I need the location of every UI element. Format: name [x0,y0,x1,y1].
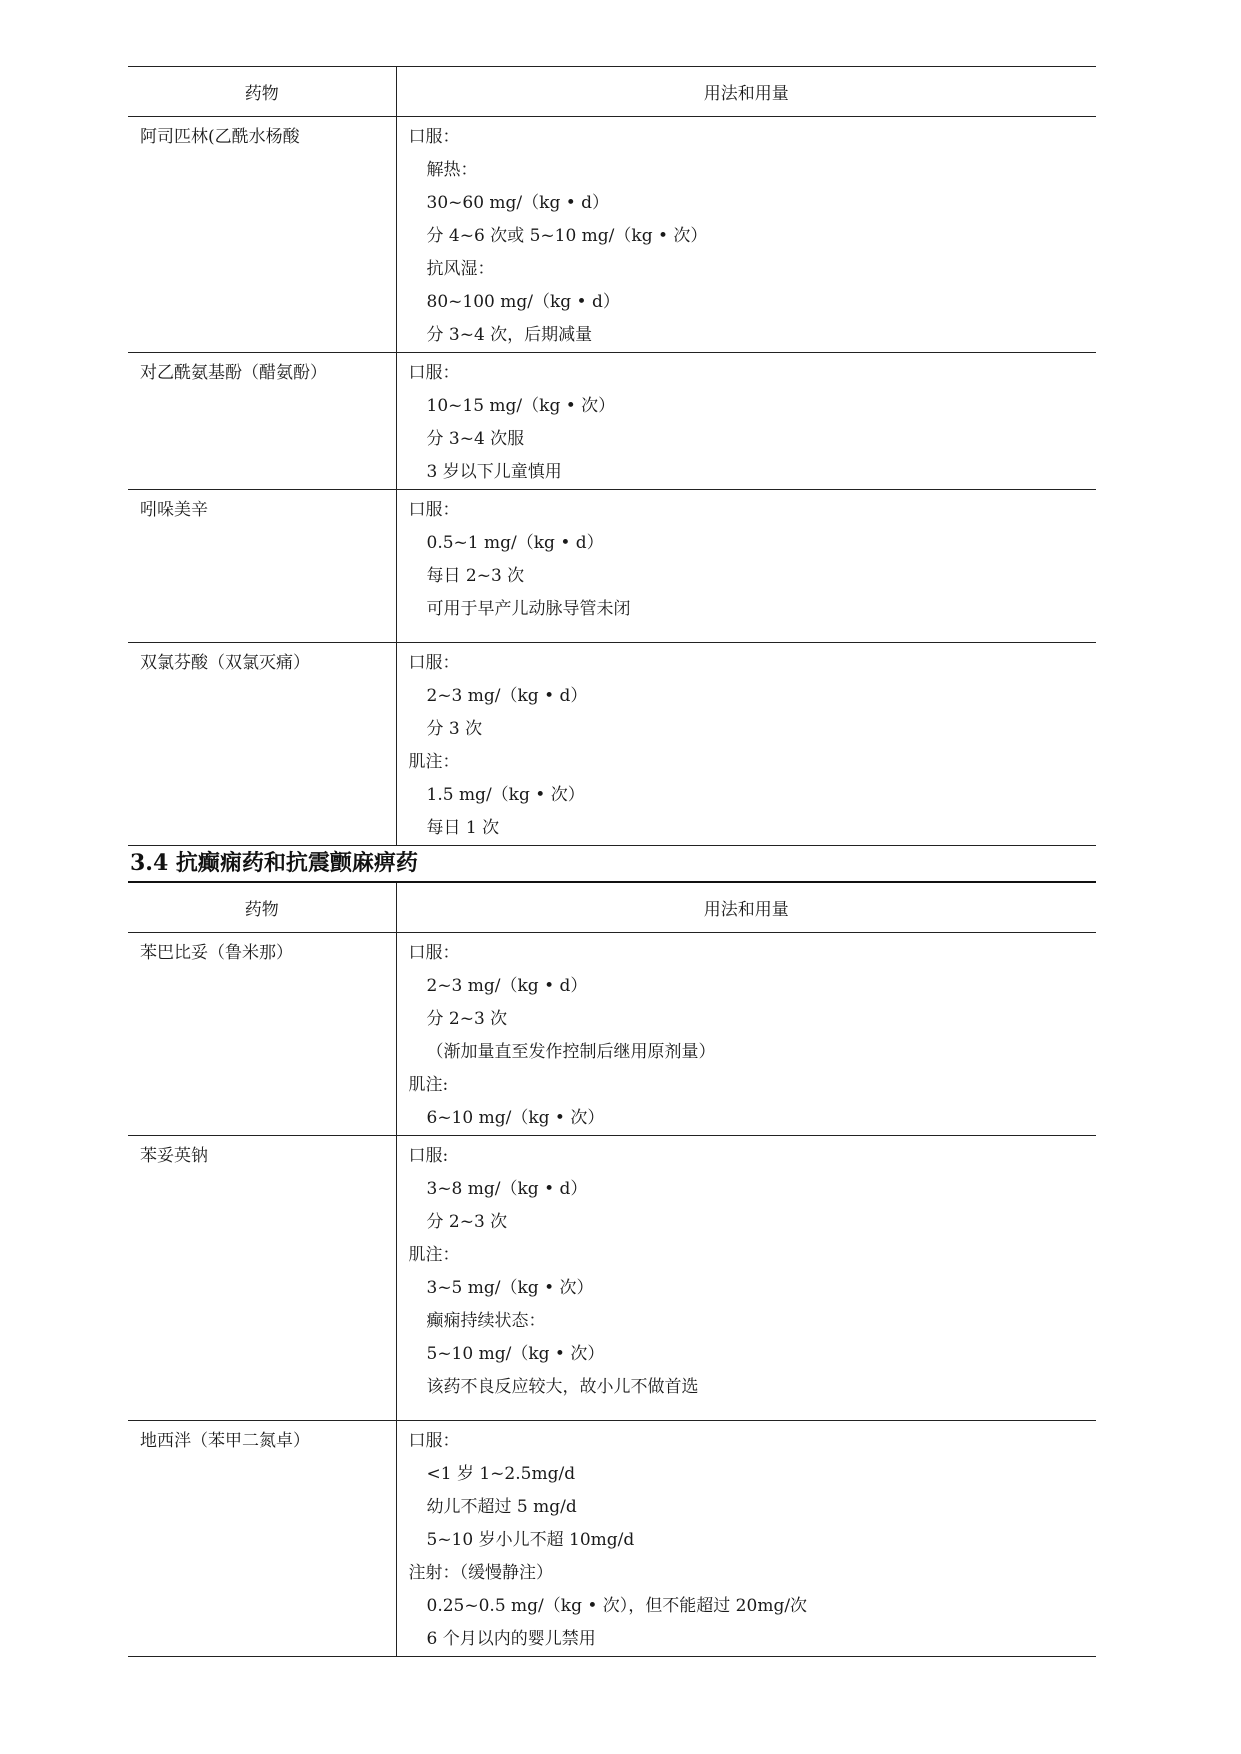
usage-line: 6 个月以内的婴儿禁用 [426,1629,596,1649]
usage-line: 每日 2~3 次 [426,566,525,586]
document-page [128,66,1096,1657]
usage-line: 3~5 mg/（kg • 次） [426,1278,594,1298]
usage-line: 3 岁以下儿童慎用 [426,462,562,482]
drug-name: 阿司匹林(乙酰水杨酸 [140,127,300,147]
usage-line: 1.5 mg/（kg • 次） [426,785,585,805]
usage-cell [396,353,1096,490]
analgesic-drug-table [128,66,1096,846]
usage-cell [396,490,1096,643]
usage-line: 0.25~0.5 mg/（kg • 次），但不能超过 20mg/次 [426,1596,808,1616]
usage-line: （渐加量直至发作控制后继用原剂量） [426,1042,716,1062]
usage-column-header: 用法和用量 [396,882,1096,933]
table-row [128,1421,1096,1657]
usage-line: 癫痫持续状态： [426,1311,546,1331]
usage-line: 分 4~6 次或 5~10 mg/（kg • 次） [426,226,708,246]
usage-line: 5~10 岁小儿不超 10mg/d [426,1530,635,1550]
drug-name-cell [128,490,396,643]
drug-column-header: 药物 [128,882,396,933]
usage-line: 2~3 mg/（kg • d） [426,686,588,706]
drug-name-cell [128,1136,396,1421]
usage-line: 分 3 次 [426,719,483,739]
usage-column-header: 用法和用量 [396,67,1096,117]
table-header-row [128,67,1096,117]
usage-line: 分 3~4 次服 [426,429,525,449]
usage-line: 30~60 mg/（kg • d） [426,193,610,213]
usage-line: 3~8 mg/（kg • d） [426,1179,588,1199]
usage-cell [396,1136,1096,1421]
drug-name-cell [128,643,396,846]
usage-line: <1 岁 1~2.5mg/d [426,1464,576,1484]
usage-line: 口服： [408,1431,460,1451]
drug-column-header: 药物 [128,67,396,117]
table-row [128,933,1096,1136]
drug-name: 地西泮（苯甲二氮卓） [140,1431,310,1451]
usage-cell [396,643,1096,846]
drug-name: 双氯芬酸（双氯灭痛） [140,653,310,673]
usage-line: 解热： [426,160,478,180]
drug-name-cell [128,933,396,1136]
usage-line: 5~10 mg/（kg • 次） [426,1344,605,1364]
usage-line: 80~100 mg/（kg • d） [426,292,620,312]
table-header-row [128,882,1096,933]
usage-line: 肌注： [408,1245,460,1265]
usage-line: 6~10 mg/（kg • 次） [426,1108,605,1128]
usage-line: 注射：（缓慢静注） [408,1563,553,1583]
usage-line: 0.5~1 mg/（kg • d） [426,533,604,553]
drug-name: 苯妥英钠 [140,1146,208,1166]
section-heading: 3.4 抗癫痫药和抗震颤麻痹药 [130,850,418,876]
usage-line: 幼儿不超过 5 mg/d [426,1497,577,1517]
usage-line: 口服： [408,127,460,147]
usage-line: 2~3 mg/（kg • d） [426,976,588,996]
table-row [128,117,1096,353]
usage-line: 该药不良反应较大，故小儿不做首选 [426,1377,699,1397]
drug-name: 苯巴比妥（鲁米那） [140,943,293,963]
usage-line: 10~15 mg/（kg • 次） [426,396,616,416]
usage-line: 肌注: [408,1075,449,1095]
usage-cell [396,1421,1096,1657]
table-row [128,353,1096,490]
drug-name-cell [128,353,396,490]
drug-name-cell [128,1421,396,1657]
usage-line: 口服： [408,363,460,383]
table-row [128,490,1096,643]
drug-name-cell [128,117,396,353]
table-row [128,1136,1096,1421]
usage-line: 口服： [408,653,460,673]
usage-line: 分 2~3 次 [426,1212,508,1232]
usage-line: 口服: [408,1146,449,1166]
usage-line: 分 3~4 次，后期减量 [426,325,593,345]
usage-line: 口服： [408,943,460,963]
drug-name: 对乙酰氨基酚（醋氨酚） [140,363,327,383]
usage-line: 分 2~3 次 [426,1009,508,1029]
usage-cell [396,117,1096,353]
drug-name: 吲哚美辛 [140,500,208,520]
usage-line: 肌注： [408,752,460,772]
usage-line: 每日 1 次 [426,818,500,838]
usage-line: 抗风湿： [426,259,495,279]
antiepileptic-drug-table [128,881,1096,1657]
usage-cell [396,933,1096,1136]
usage-line: 口服： [408,500,460,520]
usage-line: 可用于早产儿动脉导管未闭 [426,599,631,619]
table-row [128,643,1096,846]
